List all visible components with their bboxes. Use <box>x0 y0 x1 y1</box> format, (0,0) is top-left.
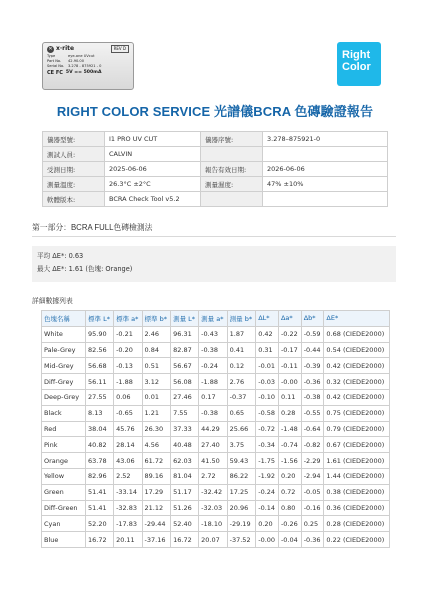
table-cell: 0.31 <box>256 342 279 358</box>
table-cell: 0.06 <box>114 389 142 405</box>
table-cell: -0.36 <box>301 374 324 390</box>
table-row <box>42 326 390 342</box>
table-row <box>42 532 390 548</box>
patch-name-cell: Green <box>42 484 86 500</box>
table-cell: 59.43 <box>227 453 256 469</box>
table-cell: 0.42 <box>256 326 279 342</box>
table-cell: -37.52 <box>227 532 256 548</box>
patch-name-cell: Diff-Grey <box>42 374 86 390</box>
table-cell: -0.55 <box>301 405 324 421</box>
table-row <box>42 421 390 437</box>
info-label: 測量濕度: <box>201 177 263 192</box>
table-cell: -0.59 <box>301 326 324 342</box>
table-cell: 0.68 (CIEDE2000) <box>324 326 390 342</box>
table-cell: 89.16 <box>142 468 171 484</box>
table-cell: 26.30 <box>142 421 171 437</box>
info-value: CALVIN <box>105 147 201 162</box>
table-cell: -0.01 <box>256 358 279 374</box>
table-cell: 0.65 <box>227 405 256 421</box>
table-cell: 51.41 <box>86 500 114 516</box>
table-cell: -1.88 <box>114 374 142 390</box>
info-value: 26.3°C ±2°C <box>105 177 201 192</box>
table-cell: 2.76 <box>227 374 256 390</box>
table-cell: -0.37 <box>227 389 256 405</box>
info-value: 3.278–875921-0 <box>263 132 388 147</box>
summary-box <box>32 246 396 282</box>
table-cell: 43.06 <box>114 453 142 469</box>
table-cell: -0.64 <box>301 421 324 437</box>
label-row: Type eye-one UVcut <box>47 54 95 59</box>
table-cell: 0.75 (CIEDE2000) <box>324 405 390 421</box>
table-cell: 0.25 <box>301 516 324 532</box>
table-cell: 3.75 <box>227 437 256 453</box>
info-row <box>43 132 388 147</box>
table-cell: 27.40 <box>199 437 227 453</box>
table-cell: 0.72 <box>278 484 301 500</box>
table-cell: 0.42 (CIEDE2000) <box>324 358 390 374</box>
table-cell: 0.17 <box>199 389 227 405</box>
table-cell: 95.90 <box>86 326 114 342</box>
table-cell: 0.42 (CIEDE2000) <box>324 389 390 405</box>
info-value <box>263 192 388 207</box>
table-cell: -0.36 <box>301 532 324 548</box>
table-cell: 82.56 <box>86 342 114 358</box>
info-label: 受測日期: <box>43 162 105 177</box>
section-title: 第一部分：BCRA FULL色磚檢測法 <box>32 223 153 232</box>
table-cell: 1.87 <box>227 326 256 342</box>
info-value: 47% ±10% <box>263 177 388 192</box>
info-value: I1 PRO UV CUT <box>105 132 201 147</box>
table-cell: 0.67 (CIEDE2000) <box>324 437 390 453</box>
table-cell: 27.46 <box>171 389 199 405</box>
info-row <box>43 147 388 162</box>
table-cell: -18.10 <box>199 516 227 532</box>
table-row <box>42 342 390 358</box>
measurement-table <box>41 310 390 548</box>
table-cell: 0.28 <box>278 405 301 421</box>
table-cell: 4.56 <box>142 437 171 453</box>
xrite-logo-icon: ✕ <box>48 45 53 52</box>
info-value: BCRA Check Tool v5.2 <box>105 192 201 207</box>
table-cell: -0.14 <box>256 500 279 516</box>
info-label: 測量溫度: <box>43 177 105 192</box>
info-label: 報告有效日期: <box>201 162 263 177</box>
patch-name-cell: Blue <box>42 532 86 548</box>
label-row: Serial No. 3.278 - 875921 - 0 <box>47 63 102 68</box>
average-delta-e: 平均 ΔE*: 0.63 <box>37 252 84 260</box>
table-cell: 16.72 <box>86 532 114 548</box>
table-cell: -37.16 <box>142 532 171 548</box>
table-cell: 63.78 <box>86 453 114 469</box>
table-cell: 45.76 <box>114 421 142 437</box>
table-cell: -0.82 <box>301 437 324 453</box>
table-cell: 17.25 <box>227 484 256 500</box>
table-cell: 1.61 (CIEDE2000) <box>324 453 390 469</box>
table-row <box>42 374 390 390</box>
table-row <box>42 437 390 453</box>
details-title: 詳細數據列表 <box>32 297 73 305</box>
table-cell: 17.29 <box>142 484 171 500</box>
table-cell: 28.14 <box>114 437 142 453</box>
table-cell: 44.29 <box>199 421 227 437</box>
patch-name-cell: Black <box>42 405 86 421</box>
table-cell: 0.80 <box>278 500 301 516</box>
table-cell: 27.55 <box>86 389 114 405</box>
table-cell: 56.68 <box>86 358 114 374</box>
patch-name-cell: Diff-Green <box>42 500 86 516</box>
table-cell: 20.11 <box>114 532 142 548</box>
table-cell: -0.22 <box>278 326 301 342</box>
table-cell: -1.48 <box>278 421 301 437</box>
table-cell: -0.34 <box>256 437 279 453</box>
table-cell: 37.33 <box>171 421 199 437</box>
info-label <box>201 147 263 162</box>
table-cell: -0.05 <box>301 484 324 500</box>
table-row <box>42 389 390 405</box>
table-cell: -0.26 <box>278 516 301 532</box>
table-cell: 2.72 <box>199 468 227 484</box>
table-cell: 25.66 <box>227 421 256 437</box>
table-cell: 0.84 <box>142 342 171 358</box>
column-header: 標準 L* <box>86 311 114 327</box>
table-cell: 8.13 <box>86 405 114 421</box>
table-cell: -0.17 <box>278 342 301 358</box>
table-cell: -0.21 <box>114 326 142 342</box>
table-cell: 2.52 <box>114 468 142 484</box>
label-row: Part No. 42.90.00 <box>47 58 85 63</box>
table-cell: -0.03 <box>256 374 279 390</box>
table-cell: 0.22 (CIEDE2000) <box>324 532 390 548</box>
label-certifications: CE FC 5V == 500mA <box>47 69 102 76</box>
table-cell: -0.24 <box>256 484 279 500</box>
device-label-image <box>42 42 134 90</box>
table-cell: 96.31 <box>171 326 199 342</box>
table-cell: 52.40 <box>171 516 199 532</box>
patch-name-cell: Orange <box>42 453 86 469</box>
table-cell: 81.04 <box>171 468 199 484</box>
table-cell: 21.12 <box>142 500 171 516</box>
patch-name-cell: Deep-Grey <box>42 389 86 405</box>
table-cell: 51.26 <box>171 500 199 516</box>
table-cell: -32.83 <box>114 500 142 516</box>
table-cell: 0.38 (CIEDE2000) <box>324 484 390 500</box>
table-cell: -0.44 <box>301 342 324 358</box>
table-row <box>42 405 390 421</box>
table-cell: 62.03 <box>171 453 199 469</box>
table-cell: -0.38 <box>199 342 227 358</box>
patch-name-cell: Cyan <box>42 516 86 532</box>
table-cell: -0.00 <box>278 374 301 390</box>
table-cell: -0.13 <box>114 358 142 374</box>
column-header: 標準 a* <box>114 311 142 327</box>
patch-name-cell: Yellow <box>42 468 86 484</box>
info-label: 儀器序號: <box>201 132 263 147</box>
table-cell: -0.58 <box>256 405 279 421</box>
table-cell: 0.41 <box>227 342 256 358</box>
table-cell: 20.07 <box>199 532 227 548</box>
table-cell: 51.41 <box>86 484 114 500</box>
table-cell: 0.28 (CIEDE2000) <box>324 516 390 532</box>
table-cell: 56.08 <box>171 374 199 390</box>
patch-name-cell: Red <box>42 421 86 437</box>
right-color-logo: Right Color <box>337 42 381 86</box>
table-cell: -2.94 <box>301 468 324 484</box>
table-cell: -0.38 <box>199 405 227 421</box>
table-row <box>42 453 390 469</box>
table-cell: -1.88 <box>199 374 227 390</box>
table-cell: -0.43 <box>199 326 227 342</box>
instrument-info-table <box>42 131 388 207</box>
table-cell: -33.14 <box>114 484 142 500</box>
info-label: 測試人員: <box>43 147 105 162</box>
table-cell: -32.42 <box>199 484 227 500</box>
table-cell: 51.17 <box>171 484 199 500</box>
table-cell: 56.67 <box>171 358 199 374</box>
table-cell: -29.19 <box>227 516 256 532</box>
column-header: 測量 a* <box>199 311 227 327</box>
table-cell: 0.36 (CIEDE2000) <box>324 500 390 516</box>
table-cell: 41.50 <box>199 453 227 469</box>
report-title: RIGHT COLOR SERVICE 光譜儀BCRA 色磚驗證報告 <box>56 104 374 119</box>
column-header: 色塊名稱 <box>42 311 86 327</box>
table-cell: -29.44 <box>142 516 171 532</box>
table-cell: -17.83 <box>114 516 142 532</box>
table-cell: -0.10 <box>256 389 279 405</box>
table-cell: 20.96 <box>227 500 256 516</box>
table-row <box>42 468 390 484</box>
section-divider <box>32 236 396 237</box>
table-cell: 0.12 <box>227 358 256 374</box>
patch-name-cell: Pink <box>42 437 86 453</box>
table-cell: -1.92 <box>256 468 279 484</box>
table-cell: -0.20 <box>114 342 142 358</box>
table-cell: 7.55 <box>171 405 199 421</box>
table-cell: 2.46 <box>142 326 171 342</box>
info-value: 2026-06-06 <box>263 162 388 177</box>
table-cell: 86.22 <box>227 468 256 484</box>
table-cell: 56.11 <box>86 374 114 390</box>
column-header: Δb* <box>301 311 324 327</box>
table-cell: -0.16 <box>301 500 324 516</box>
info-row <box>43 192 388 207</box>
table-cell: -1.75 <box>256 453 279 469</box>
table-cell: -0.74 <box>278 437 301 453</box>
patch-name-cell: Mid-Grey <box>42 358 86 374</box>
table-cell: 0.51 <box>142 358 171 374</box>
patch-name-cell: White <box>42 326 86 342</box>
table-cell: -0.39 <box>301 358 324 374</box>
table-row <box>42 500 390 516</box>
info-value: 2025-06-06 <box>105 162 201 177</box>
table-cell: 40.82 <box>86 437 114 453</box>
table-cell: 16.72 <box>171 532 199 548</box>
column-header: 測量 L* <box>171 311 199 327</box>
table-cell: -0.24 <box>199 358 227 374</box>
column-header: ΔE* <box>324 311 390 327</box>
info-label: 儀器型號: <box>43 132 105 147</box>
column-header: 標準 b* <box>142 311 171 327</box>
table-cell: -0.72 <box>256 421 279 437</box>
table-cell: 0.32 (CIEDE2000) <box>324 374 390 390</box>
table-cell: -2.29 <box>301 453 324 469</box>
table-cell: 0.54 (CIEDE2000) <box>324 342 390 358</box>
table-cell: 1.21 <box>142 405 171 421</box>
table-header-row <box>42 311 390 327</box>
table-row <box>42 516 390 532</box>
table-cell: 40.48 <box>171 437 199 453</box>
table-cell: 82.96 <box>86 468 114 484</box>
patch-name-cell: Pale-Grey <box>42 342 86 358</box>
table-cell: 82.87 <box>171 342 199 358</box>
column-header: 測量 b* <box>227 311 256 327</box>
max-delta-e: 最大 ΔE*: 1.61 (色塊: Orange) <box>37 265 133 273</box>
column-header: ΔL* <box>256 311 279 327</box>
table-cell: -0.11 <box>278 358 301 374</box>
info-row <box>43 162 388 177</box>
column-header: Δa* <box>278 311 301 327</box>
table-cell: 61.72 <box>142 453 171 469</box>
label-rev: REV D <box>111 45 129 52</box>
table-cell: -32.03 <box>199 500 227 516</box>
table-cell: 0.20 <box>256 516 279 532</box>
table-cell: 0.20 <box>278 468 301 484</box>
table-row <box>42 358 390 374</box>
table-cell: 0.11 <box>278 389 301 405</box>
table-cell: 38.04 <box>86 421 114 437</box>
table-cell: -0.38 <box>301 389 324 405</box>
info-value <box>263 147 388 162</box>
info-label <box>201 192 263 207</box>
info-label: 軟體版本: <box>43 192 105 207</box>
table-cell: -0.04 <box>278 532 301 548</box>
table-cell: 52.20 <box>86 516 114 532</box>
table-cell: 1.44 (CIEDE2000) <box>324 468 390 484</box>
table-cell: 0.01 <box>142 389 171 405</box>
table-cell: 0.79 (CIEDE2000) <box>324 421 390 437</box>
info-row <box>43 177 388 192</box>
table-cell: 3.12 <box>142 374 171 390</box>
table-cell: -1.56 <box>278 453 301 469</box>
table-cell: -0.65 <box>114 405 142 421</box>
table-row <box>42 484 390 500</box>
table-cell: -0.00 <box>256 532 279 548</box>
xrite-logo: ✕ x·rite <box>48 45 75 52</box>
